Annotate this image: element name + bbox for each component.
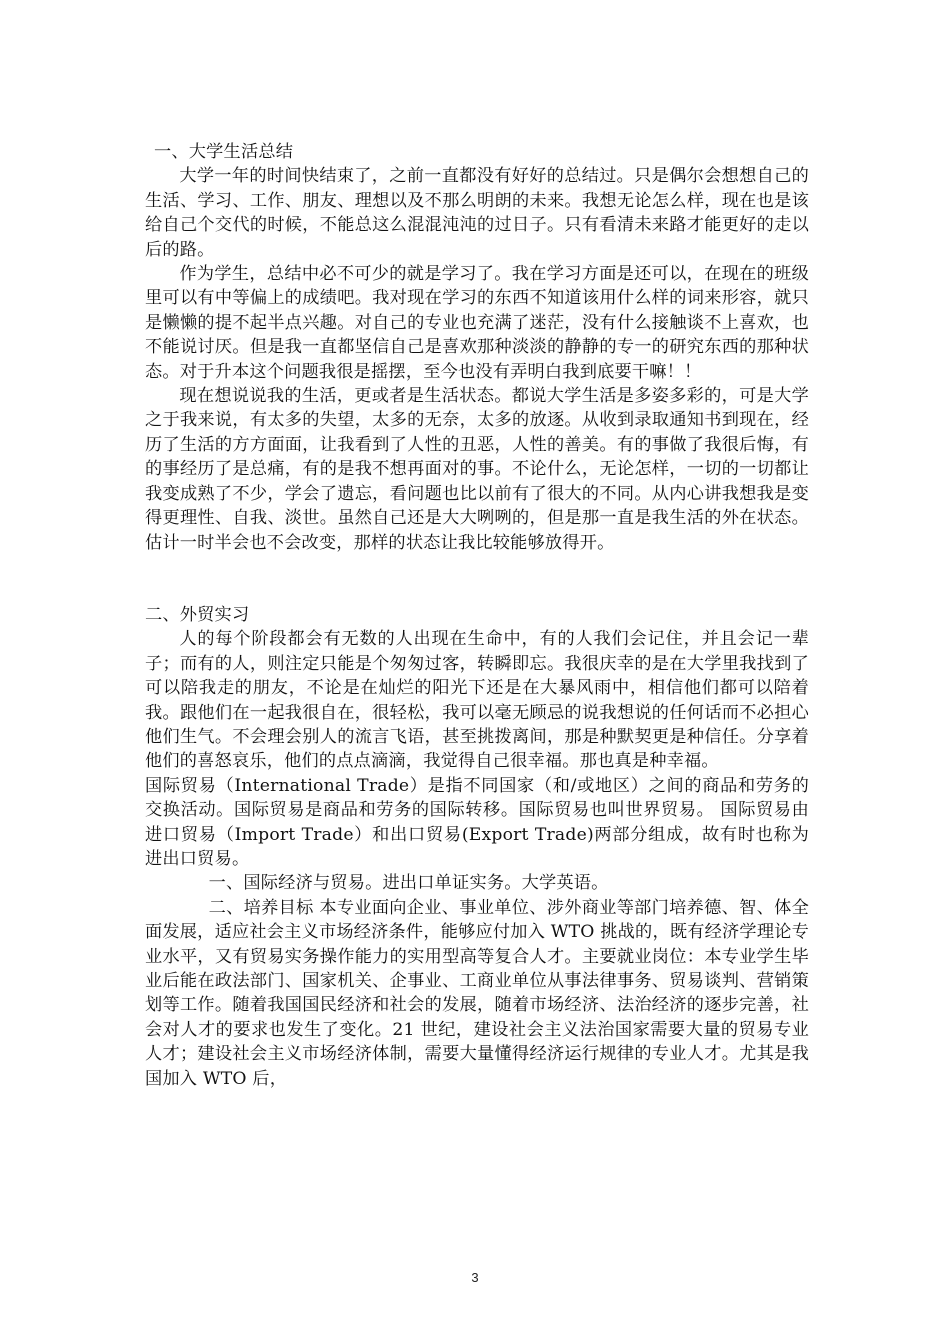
section-spacer	[145, 555, 809, 603]
document-body	[145, 140, 809, 1091]
paragraph-friends: 人的每个阶段都会有无数的人出现在生命中，有的人我们会记住，并且会记一辈子；而有的人，则注定只能是个匆匆过客，转瞬即忘。我很庆幸的是在大学里我找到了可以陪我走的朋友，不论是在灿烂的阳光下还是在大暴风雨中，相信他们都可以陪着我。跟他们在一起我很自在，很轻松，我可以毫无顾忌的说我想说的任何话而不必担心他们生气。不会理会别人的流言飞语，甚至挑拨离间，那是种默契更是种信任。分享着他们的喜怒哀乐，他们的点点滴滴，我觉得自己很幸福。那也真是种幸福。	[145, 629, 809, 772]
paragraph-summary-intro: 大学一年的时间快结束了，之前一直都没有好好的总结过。只是偶尔会想想自己的生活、学习、工作、朋友、理想以及不那么明朗的未来。我想无论怎么样，现在也是该给自己个交代的时候，不能总这么混混沌沌的过日子。只有看清未来路才能更好的走以后的路。	[145, 166, 809, 260]
page-number: 3	[471, 1270, 479, 1285]
paragraph-training-goals: 二、培养目标 本专业面向企业、事业单位、涉外商业等部门培养德、智、体全面发展，适应社会主义市场经济条件，能够应付加入 WTO 挑战的，既有经济学理论专业水平，又有贸易实务操作能力的实用型高等复合人才。主要就业岗位：本专业学生毕业后能在政法部门、国家机关、企事业、工商业单位从事法律事务、贸易谈判、营销策划等工作。随着我国国民经济和社会的发展，随着市场经济、法治经济的逐步完善，社会对人才的要求也发生了变化。21 世纪，建设社会主义法治国家需要大量的贸易专业人才；建设社会主义市场经济体制，需要大量懂得经济运行规律的专业人才。尤其是我国加入 WTO 后，	[145, 897, 809, 1089]
paragraph-life-state: 现在想说说我的生活，更或者是生活状态。都说大学生活是多姿多彩的，可是大学之于我来说，有太多的失望，太多的无奈，太多的放逐。从收到录取通知书到现在，经历了生活的方方面面，让我看到了人性的丑恶，人性的善美。有的事做了我很后悔，有的事经历了是总痛，有的是我不想再面对的事。不论什么，无论怎样，一切的一切都让我变成熟了不少，学会了遗忘，看问题也比以前有了很大的不同。从内心讲我想我是变得更理性、自我、淡世。虽然自己还是大大咧咧的，但是那一直是我生活的外在状态。估计一时半会也不会改变，那样的状态让我比较能够放得开。	[145, 386, 809, 553]
section-heading-college-life: 一、大学生活总结	[154, 142, 294, 162]
section-heading-trade-internship: 二、外贸实习	[145, 604, 250, 625]
paragraph-courses: 一、国际经济与贸易。进出口单证实务。大学英语。	[208, 873, 609, 894]
paragraph-study: 作为学生，总结中必不可少的就是学习了。我在学习方面是还可以，在现在的班级里可以有中等偏上的成绩吧。我对现在学习的东西不知道该用什么样的词来形容，就只是懒懒的提不起半点兴趣。对自己的专业也充满了迷茫，没有什么接触谈不上喜欢，也不能说讨厌。但是我一直都坚信自己是喜欢那种淡淡的静静的专一的研究东西的那种状态。对于升本这个问题我很是摇摆，至今也没有弄明白我到底要干嘛！！	[145, 264, 809, 382]
paragraph-international-trade: 国际贸易（International Trade）是指不同国家（和/或地区）之间的商品和劳务的交换活动。国际贸易是商品和劳务的国际转移。国际贸易也叫世界贸易。 国际贸易由进口贸易（Import Trade）和出口贸易(Export Trade)两部分组成，故有时也称为进出口贸易。	[145, 775, 809, 869]
